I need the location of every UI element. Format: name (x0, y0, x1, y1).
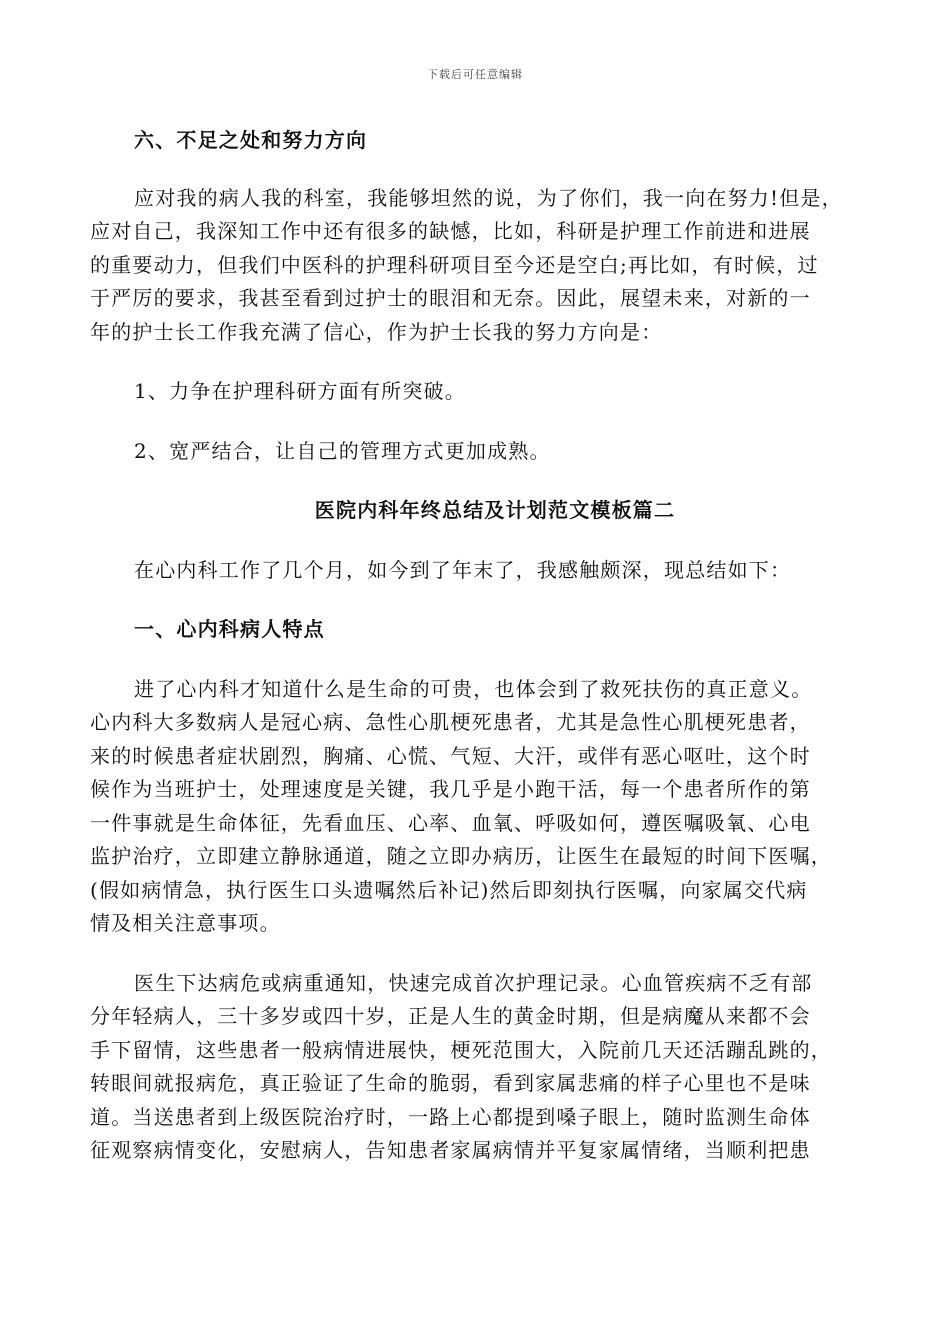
text-line: 转眼间就报病危，真正验证了生命的脆弱，看到家属悲痛的样子心里也不是味 (90, 1071, 811, 1095)
text-line: 一件事就是生命体征，先看血压、心率、血氧、呼吸如何，遵医嘱吸氧、心电 (90, 810, 811, 835)
text-line: 来的时候患者症状剧烈，胸痛、心慌、气短、大汗，或伴有恶心呕吐，这个时 (90, 743, 811, 768)
text-line: 道。当送患者到上级医院治疗时，一路上心都提到嗓子眼上，随时监测生命体 (90, 1104, 811, 1129)
intro-paragraph: 在心内科工作了几个月，如今到了年末了，我感触颇深，现总结如下： (134, 557, 792, 582)
section-six-paragraph (90, 182, 860, 350)
text-line: 心内科大多数病人是冠心病、急性心肌梗死患者，尤其是急性心肌梗死患者， (90, 710, 811, 734)
section-six-heading: 六、不足之处和努力方向 (134, 128, 368, 152)
text-line: (假如病情急，执行医生口头遗嘱然后补记)然后即刻执行医嘱，向家属交代病 (90, 877, 808, 902)
section-one-paragraph-2 (90, 967, 860, 1168)
text-line: 手下留情，这些患者一般病情进展快，梗死范围大，入院前几天还活蹦乱跳的， (90, 1037, 832, 1062)
text-line: 于严厉的要求，我甚至看到过护士的眼泪和无奈。因此，展望未来，对新的一 (90, 286, 811, 310)
list-item: 2、宽严结合，让自己的管理方式更加成熟。 (134, 438, 551, 463)
section-one-paragraph-1 (90, 673, 860, 941)
text-line: 应对我的病人我的科室，我能够坦然的说，为了你们，我一向在努力!但是， (134, 185, 843, 210)
article-title: 医院内科年终总结及计划范文模板篇二 (314, 498, 676, 522)
text-line: 候作为当班护士，处理速度是关键，我几乎是小跑干活，每一个患者所作的第 (90, 777, 811, 801)
text-line: 分年轻病人，三十多岁或四十岁，正是人生的黄金时期，但是病魔从来都不会 (90, 1004, 811, 1028)
text-line: 情及相关注意事项。 (90, 911, 281, 935)
text-line: 的重要动力，但我们中医科的护理科研项目至今还是空白;再比如，有时候，过 (90, 252, 819, 277)
text-line: 医生下达病危或病重通知，快速完成首次护理记录。心血管疾病不乏有部 (134, 970, 813, 995)
text-line: 应对自己，我深知工作中还有很多的缺憾，比如，科研是护理工作前进和进展 (90, 219, 811, 243)
document-body (90, 124, 860, 1168)
text-line: 进了心内科才知道什么是生命的可贵，也体会到了救死扶伤的真正意义。 (134, 676, 813, 701)
text-line: 征观察病情变化，安慰病人，告知患者家属病情并平复家属情绪，当顺利把患 (90, 1138, 811, 1162)
section-one-heading: 一、心内科病人特点 (134, 617, 325, 641)
text-line: 年的护士长工作我充满了信心，作为护士长我的努力方向是： (90, 319, 663, 344)
list-item: 1、力争在护理科研方面有所突破。 (134, 379, 466, 403)
header-note: 下载后可任意编辑 (427, 68, 523, 81)
text-line: 监护治疗，立即建立静脉通道，随之立即办病历，让医生在最短的时间下医嘱， (90, 844, 832, 868)
